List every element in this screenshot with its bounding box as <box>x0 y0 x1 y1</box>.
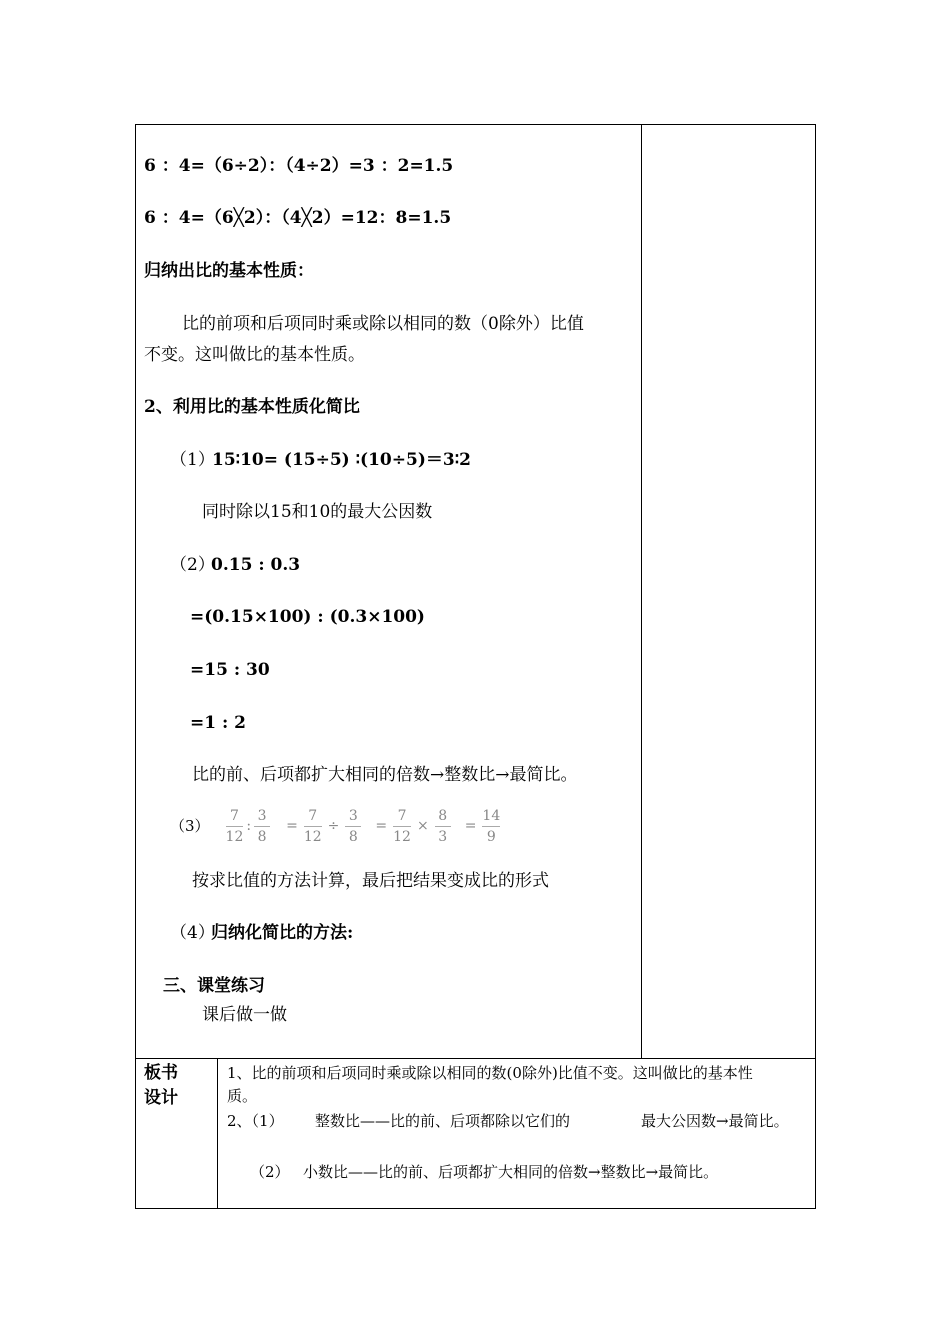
board-item1-line2: 质。 <box>227 1087 258 1105</box>
divide-symbol: ÷ <box>327 818 340 834</box>
practice-heading: 三、课堂练习 <box>163 976 265 996</box>
fraction: $\frac{8}{3}$ <box>435 807 451 846</box>
fraction: $\frac{7}{12}$ <box>393 807 411 845</box>
board-label-divider <box>217 1058 218 1209</box>
example4-text: 归纳化简比的方法: <box>211 923 354 943</box>
board-item2-tail: 最大公因数→最简比。 <box>641 1112 789 1130</box>
practice-text: 课后做一做 <box>202 1005 287 1025</box>
fraction: $\frac{3}{8}$ <box>345 807 361 846</box>
board-item2-text: 整数比——比的前、后项都除以它们的 <box>315 1112 571 1130</box>
example3-note: 按求比值的方法计算，最后把结果变成比的形式 <box>192 871 549 891</box>
example2-step2: =15 : 30 <box>190 660 270 680</box>
example1-equation: 15∶10= (15÷5) ∶(10÷5)＝3∶2 <box>212 450 471 470</box>
property-text-line2: 不变。这叫做比的基本性质。 <box>144 345 365 365</box>
row-divider <box>135 1058 816 1059</box>
multiply-symbol: × <box>416 818 429 834</box>
board-item2-prefix: 2、（1） <box>227 1112 284 1130</box>
fraction: $\frac{7}{12}$ <box>303 807 322 845</box>
ratio-multiply-example: 6 ：4=（6╳2）：（4╳2）=12：8=1.5 <box>144 208 452 228</box>
board-item1-line1: 1、比的前项和后项同时乘或除以相同的数(0除外)比值不变。这叫做比的基本性 <box>227 1064 753 1082</box>
board-item3-prefix: （2） <box>250 1163 290 1181</box>
board-label-line1: 板书 <box>144 1063 178 1083</box>
board-item3-text: 小数比——比的前、后项都扩大相同的倍数→整数比→最简比。 <box>303 1163 719 1181</box>
fraction: $\frac{14}{9}$ <box>482 807 501 845</box>
colon-symbol: : <box>246 818 252 834</box>
fraction: $\frac{7}{12}$ <box>225 807 244 845</box>
simplify-heading: 2、利用比的基本性质化简比 <box>144 397 360 417</box>
equals-symbol: = <box>375 818 388 834</box>
ratio-divide-example: 6 ：4=（6÷2）：（4÷2）=3 ：2=1.5 <box>144 156 454 176</box>
example1-label: （1） <box>170 450 215 470</box>
property-heading: 归纳出比的基本性质： <box>144 261 314 281</box>
example1-note: 同时除以15和10的最大公因数 <box>202 502 433 522</box>
example2-note: 比的前、后项都扩大相同的倍数→整数比→最简比。 <box>192 765 578 785</box>
fraction: $\frac{3}{8}$ <box>254 807 270 846</box>
example2-step3: =1 : 2 <box>190 713 247 733</box>
equals-symbol: = <box>286 818 298 834</box>
example2-ratio: 0.15 : 0.3 <box>211 555 301 575</box>
column-divider <box>641 124 642 1058</box>
example3-formula <box>170 800 502 852</box>
board-label-line2: 设计 <box>144 1088 178 1108</box>
example2-step1: =(0.15×100) : (0.3×100) <box>190 607 425 627</box>
example4-label: （4） <box>170 923 215 943</box>
example2-label: （2） <box>170 555 215 575</box>
equals-symbol: = <box>464 818 477 834</box>
example3-label: （3） <box>170 817 210 835</box>
property-text-line1: 比的前项和后项同时乘或除以相同的数（0除外）比值 <box>182 314 584 334</box>
